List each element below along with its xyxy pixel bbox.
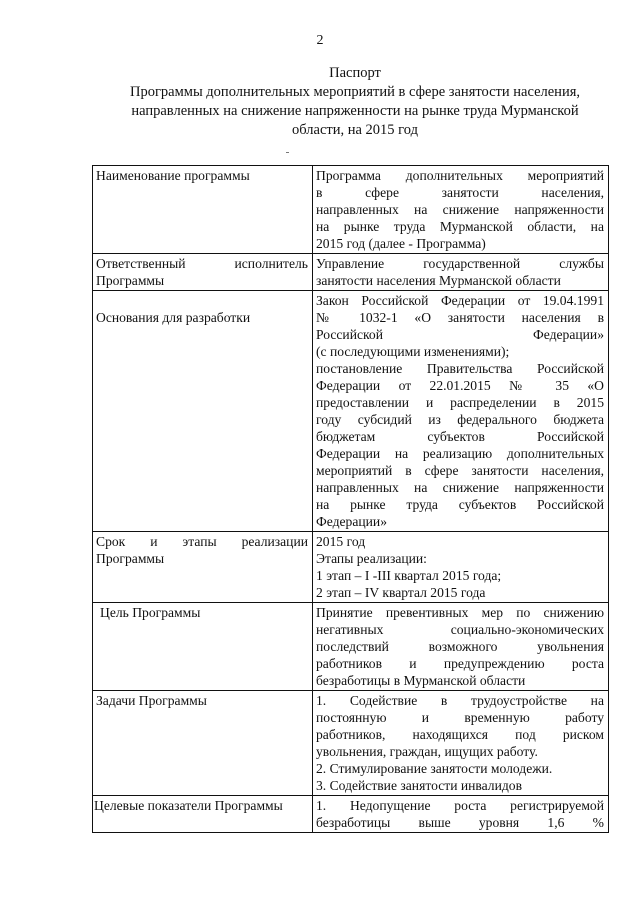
- scan-mark: [286, 152, 289, 153]
- row-value-line: 2 этап – IV квартал 2015 года: [316, 585, 486, 600]
- row-value-line: Федерации от 22.01.2015 № 35 «О: [316, 378, 604, 393]
- row-value-line: занятости населения Мурманской области: [316, 273, 561, 288]
- row-value-line: № 1032-1 «О занятости населения в: [316, 310, 604, 325]
- row-label: [93, 796, 313, 833]
- row-label-text: Ответственный исполнитель: [96, 256, 308, 271]
- row-label-text: Основания для разработки: [96, 310, 251, 325]
- row-label: [93, 691, 313, 796]
- table-row: [93, 532, 609, 603]
- row-value-line: Программа дополнительных мероприятий: [316, 168, 604, 183]
- row-value-line: Российской Федерации»: [316, 327, 604, 342]
- row-value-line: на рынке труда субъектов Российской: [316, 497, 604, 512]
- row-value-line: (с последующими изменениями);: [316, 344, 510, 359]
- row-value-line: 1. Недопущение роста регистрируемой: [316, 798, 604, 813]
- row-label-text: Срок и этапы реализации: [96, 534, 308, 549]
- row-label: [93, 532, 313, 603]
- row-value-line: Принятие превентивных мер по снижению: [316, 605, 604, 620]
- row-value-line: Федерации на реализацию дополнительных: [316, 446, 604, 461]
- row-value-line: направленных на снижение напряженности: [316, 480, 604, 495]
- row-value-line: мероприятий в сфере занятости населения,: [316, 463, 604, 478]
- table-row: [93, 254, 609, 291]
- row-value-line: направленных на снижение напряженности: [316, 202, 604, 217]
- row-label-text: Цель Программы: [100, 605, 201, 620]
- row-value-line: на рынке труда Мурманской области, на: [316, 219, 604, 234]
- row-value: [313, 796, 609, 833]
- row-value-line: последствий возможного увольнения: [316, 639, 604, 654]
- table-row: [93, 796, 609, 833]
- row-value-line: постоянную и временную работу: [316, 710, 604, 725]
- row-label-text: Программы: [96, 273, 165, 288]
- passport-subtitle-line: Программы дополнительных мероприятий в сфере занятости населения,: [129, 84, 581, 100]
- row-label-text: Программы: [96, 551, 165, 566]
- row-value-line: 1. Содействие в трудоустройстве на: [316, 693, 604, 708]
- row-value: [313, 254, 609, 291]
- row-value-line: работников и предупреждению роста: [316, 656, 604, 671]
- row-label: [93, 603, 313, 691]
- row-label-text: Наименование программы: [96, 168, 250, 183]
- row-label: [93, 291, 313, 532]
- row-value-line: 2015 год (далее - Программа): [316, 236, 486, 251]
- table-row: [93, 166, 609, 254]
- row-value-line: 1 этап – I -III квартал 2015 года;: [316, 568, 502, 583]
- row-label: [93, 166, 313, 254]
- row-value-line: увольнения, граждан, ищущих работу.: [316, 744, 538, 759]
- row-value-line: 2015 год: [316, 534, 366, 549]
- row-value: [313, 691, 609, 796]
- row-value: [313, 291, 609, 532]
- table-row: [93, 691, 609, 796]
- row-value: [313, 603, 609, 691]
- row-value-line: безработицы выше уровня 1,6 %: [316, 815, 604, 830]
- passport-table: [92, 165, 609, 833]
- row-value-line: Управление государственной службы: [316, 256, 604, 271]
- row-value-line: Закон Российской Федерации от 19.04.1991: [316, 293, 604, 308]
- row-value-line: предоставлении и распределении в 2015: [316, 395, 604, 410]
- row-label-text: Целевые показатели Программы: [94, 798, 283, 813]
- passport-subtitle-line: направленных на снижение напряженности на рынке труда Мурманской: [131, 103, 579, 119]
- row-value: [313, 166, 609, 254]
- row-value-line: бюджетам субъектов Российской: [316, 429, 604, 444]
- row-value-line: в сфере занятости населения,: [316, 185, 604, 200]
- row-value-line: постановление Правительства Российской: [316, 361, 604, 376]
- row-value-line: безработицы в Мурманской области: [316, 673, 526, 688]
- row-value-line: Федерации»: [316, 514, 387, 529]
- row-value-line: Этапы реализации:: [316, 551, 427, 566]
- table-row: [93, 603, 609, 691]
- row-value-line: году субсидий из федерального бюджета: [316, 412, 604, 427]
- row-value: [313, 532, 609, 603]
- row-value-line: 3. Содействие занятости инвалидов: [316, 778, 522, 793]
- table-row: [93, 291, 609, 532]
- page-number: 2: [316, 33, 324, 48]
- row-value-line: негативных социально-экономических: [316, 622, 604, 637]
- passport-subtitle-line: области, на 2015 год: [292, 122, 418, 138]
- row-value-line: 2. Стимулирование занятости молодежи.: [316, 761, 553, 776]
- row-label: [93, 254, 313, 291]
- passport-title: Паспорт: [329, 65, 381, 81]
- row-label-text: Задачи Программы: [96, 693, 207, 708]
- passport-header: [95, 64, 615, 140]
- row-value-line: работников, находящихся под риском: [316, 727, 604, 742]
